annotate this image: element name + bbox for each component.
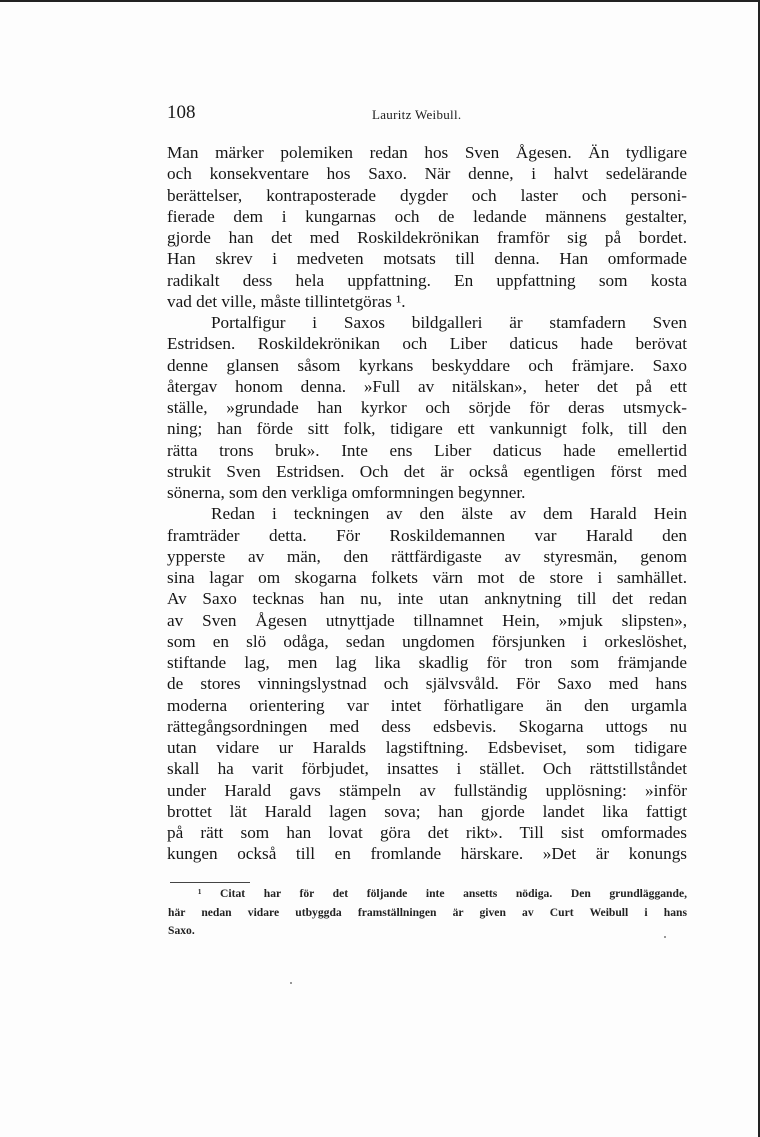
scan-speck: [664, 936, 666, 938]
text-line: utan vidare ur Haralds lagstiftning. Edsbeviset, som tidigare: [167, 738, 687, 757]
text-line: brottet lät Harald lagen sova; han gjorde landet lika fattigt: [167, 801, 687, 821]
text-line: Av Saxo tecknas han nu, inte utan anknytning till det redan: [167, 589, 687, 609]
text-line: de stores vinningslystnad och självsvåld. För Saxo med hans: [167, 674, 687, 694]
text-line: Estridsen. Roskildekrönikan och Liber daticus hade berövat: [167, 334, 687, 354]
text-line: under Harald gavs stämpeln av fullständig upplösning: »inför: [167, 780, 687, 800]
text-line: ning; han förde sitt folk, tidigare ett vankunnigt folk, till den: [167, 419, 687, 439]
text-line: fierade dem i kungarnas och de ledande männens gestalter,: [167, 206, 687, 226]
text-line: berättelser, kontraposterade dygder och laster och personi-: [167, 185, 687, 205]
scan-edge-top: [0, 0, 760, 2]
text-line: vad det ville, måste tillintetgöras ¹.: [167, 291, 406, 311]
body-text: [167, 142, 687, 865]
footnotes: [168, 885, 687, 941]
text-line: framträder detta. För Roskildemannen var Harald den: [167, 525, 687, 545]
scan-speck: [290, 982, 292, 984]
text-line: sina lagar om skogarna folkets värn mot de store i samhället.: [167, 568, 687, 587]
text-line: gjorde han det med Roskildekrönikan framför sig på bordet.: [167, 228, 687, 247]
footnote-line: Saxo.: [168, 924, 195, 937]
text-line: och konsekventare hos Saxo. När denne, i halvt sedelärande: [167, 164, 687, 184]
text-line: sönerna, som den verkliga omformningen begynner.: [167, 483, 526, 502]
footnote-line: ¹ Citat har för det följande inte ansetts nödiga. Den grundläggande,: [198, 887, 687, 900]
text-line: moderna orientering var intet förhatligare än den urgamla: [167, 695, 687, 715]
text-line: återgav honom denna. »Full av nitälskan», heter det på ett: [167, 376, 687, 396]
text-line: rättegångsordningen med dess edsbevis. Skogarna uttogs nu: [167, 716, 687, 736]
footnote-rule: [170, 882, 250, 883]
page-number: 108: [167, 102, 196, 123]
text-line: skall ha varit förbjudet, insattes i stället. Och rättstillståndet: [167, 759, 687, 779]
running-head: Lauritz Weibull.: [372, 107, 462, 122]
text-line: radikalt dess hela uppfattning. En uppfattning som kosta: [167, 270, 687, 290]
text-line: denne glansen såsom kyrkans beskyddare och främjare. Saxo: [167, 355, 687, 375]
text-line: kungen också till en fromlande härskare. »Det är konungs: [167, 844, 687, 864]
text-line: Portalfigur i Saxos bildgalleri är stamfadern Sven: [211, 313, 687, 332]
text-line: Redan i teckningen av den älste av dem Harald Hein: [211, 504, 687, 524]
text-line: ställe, »grundade han kyrkor och sörjde för deras utsmyck-: [167, 398, 687, 417]
text-line: Man märker polemiken redan hos Sven Ågesen. Än tydligare: [167, 143, 687, 162]
footnote-line: här nedan vidare utbyggda framställningen är given av Curt Weibull i hans: [168, 905, 687, 919]
text-line: av Sven Ågesen utnyttjade tillnamnet Hein, »mjuk slipsten»,: [167, 610, 687, 630]
text-line: som en slö odåga, sedan ungdomen försjunken i orkeslöshet,: [167, 631, 687, 651]
text-line: stiftande lag, men lag lika skadlig för tron som främjande: [167, 653, 687, 672]
text-line: rätta trons bruk». Inte ens Liber daticus hade emellertid: [167, 440, 687, 460]
text-line: på rätt som han lovat göra det rikt». Till sist omformades: [167, 823, 687, 842]
text-line: strukit Sven Estridsen. Och det är också egentligen först med: [167, 461, 687, 481]
text-line: Han skrev i medveten motsats till denna. Han omformade: [167, 249, 687, 269]
page-header: [167, 102, 689, 126]
text-line: ypperste av män, den rättfärdigaste av styresmän, genom: [167, 546, 687, 566]
